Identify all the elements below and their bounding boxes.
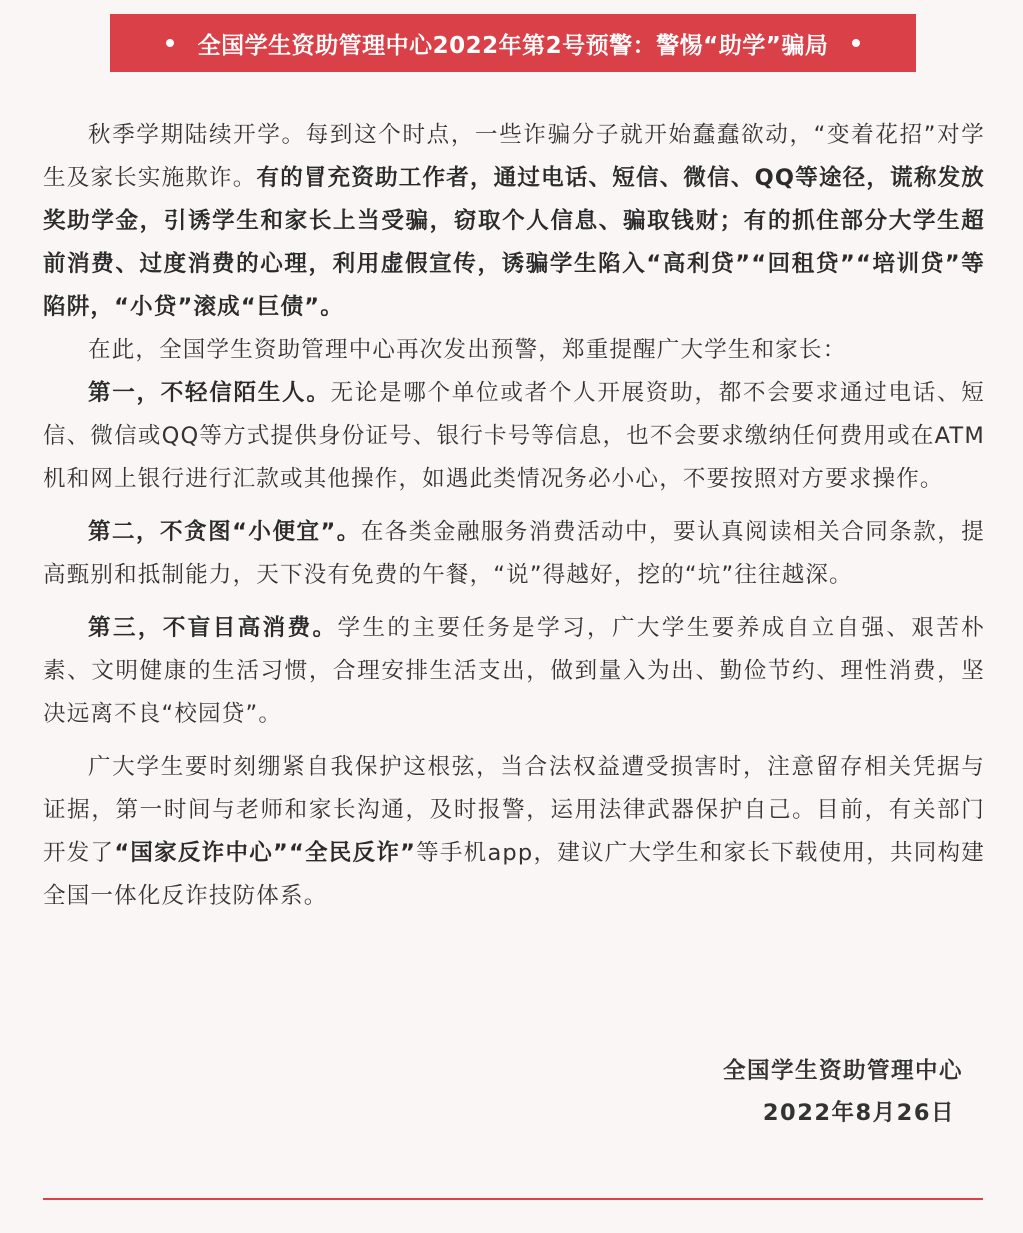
point-one-text: 无论是哪个单位或者个人开展资助，都不会要求通过电话、短信、微信或QQ等方式提供身份证号、银行卡号等信息，也不会要求缴纳任何费用或在ATM机和网上银行进行汇款或其他操作，如遇此类情况务必小心，不要按照对方要求操作。: [43, 380, 985, 492]
bottom-divider: [43, 1198, 983, 1200]
paragraph-point-one: [43, 372, 985, 501]
bullet-dot-icon: [852, 39, 860, 47]
point-three-text: 学生的主要任务是学习，广大学生要养成自立自强、艰苦朴素、文明健康的生活习惯，合理安排生活支出，做到量入为出、勤俭节约、理性消费，坚决远离不良“校园贷”。: [43, 615, 985, 727]
paragraph-closing: [43, 746, 985, 918]
signature-block: [723, 1050, 963, 1134]
signature-org: 全国学生资助管理中心: [722, 1058, 963, 1084]
article-body: [43, 114, 985, 918]
spacer: [43, 597, 985, 607]
spacer: [43, 501, 985, 511]
paragraph-point-two: [43, 511, 985, 597]
closing-text-a: 广大学生要时刻绷紧自我保护这根弦，当合法权益遭受损害时，注意留存相关凭据与证据，第一时间与老师和家长沟通，及时报警，运用法律武器保护自己。目前，有关部门开发了: [43, 754, 985, 866]
intro-bold-text: 有的冒充资助工作者，通过电话、短信、微信、QQ等途径，谎称发放奖助学金，引诱学生和家长上当受骗，窃取个人信息、骗取钱财；有的抓住部分大学生超前消费、过度消费的心理，利用虚假宣传，诱骗学生陷入“高利贷”“回租贷”“培训贷”等陷阱，“小贷”滚成“巨债”。: [43, 165, 985, 320]
paragraph-warning: [43, 329, 985, 372]
closing-bold-text: “国家反诈中心”“全民反诈”: [114, 840, 417, 866]
bullet-dot-icon: [166, 39, 174, 47]
point-one-heading: 第一，不轻信陌生人。: [88, 380, 331, 406]
point-two-text: 在各类金融服务消费活动中，要认真阅读相关合同条款，提高甄别和抵制能力，天下没有免费的午餐，“说”得越好，挖的“坑”往往越深。: [43, 519, 985, 588]
page-title: 全国学生资助管理中心2022年第2号预警：警惕“助学”骗局: [197, 32, 829, 59]
closing-text-b: 等手机app，建议广大学生和家长下载使用，共同构建全国一体化反诈技防体系。: [43, 840, 985, 909]
signature-date: 2022年8月26日: [762, 1100, 955, 1126]
warning-text: 在此，全国学生资助管理中心再次发出预警，郑重提醒广大学生和家长：: [88, 337, 847, 363]
intro-text: 秋季学期陆续开学。每到这个时点，一些诈骗分子就开始蠢蠢欲动，“变着花招”对学生及家长实施欺诈。: [43, 122, 985, 191]
header-banner: [110, 14, 916, 72]
paragraph-point-three: [43, 607, 985, 736]
paragraph-intro: [43, 114, 985, 329]
point-three-heading: 第三，不盲目高消费。: [88, 615, 338, 641]
spacer: [43, 736, 985, 746]
point-two-heading: 第二，不贪图“小便宜”。: [88, 519, 361, 545]
